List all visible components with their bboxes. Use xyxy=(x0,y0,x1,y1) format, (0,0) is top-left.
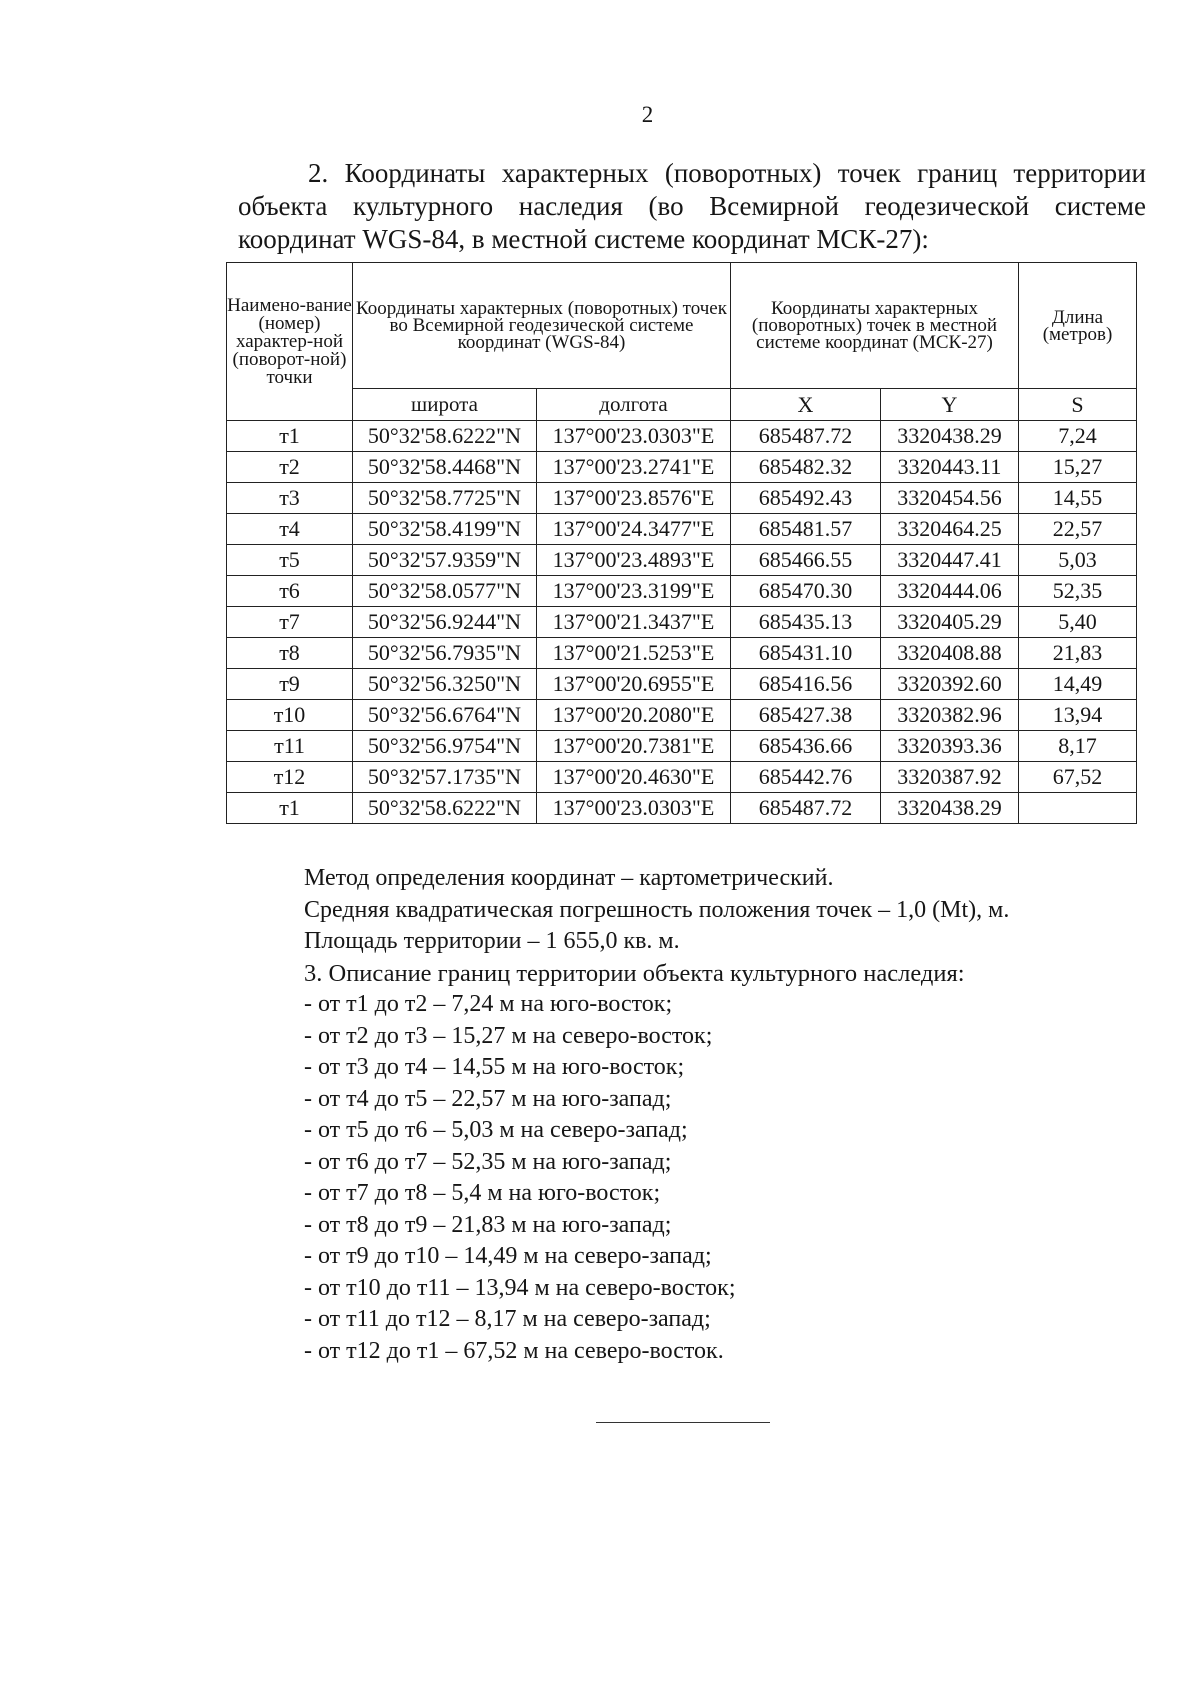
coordinates-table-body xyxy=(227,421,1137,824)
cell-y: 3320443.11 xyxy=(881,452,1019,483)
cell-latitude: 50°32'58.7725"N xyxy=(353,483,537,514)
cell-point-name: т10 xyxy=(227,700,353,731)
subheader-y: Y xyxy=(881,389,1019,421)
cell-point-name: т11 xyxy=(227,731,353,762)
cell-longitude: 137°00'21.5253"E xyxy=(537,638,731,669)
header-point-name: Наимено-вание (номер) характер-ной (поворот-ной) точки xyxy=(227,263,353,421)
error-text: Средняя квадратическая погрешность положения точек – 1,0 (Mt), м. xyxy=(304,896,1010,923)
cell-length: 13,94 xyxy=(1019,700,1137,731)
cell-x: 685436.66 xyxy=(731,731,881,762)
cell-y: 3320408.88 xyxy=(881,638,1019,669)
boundary-segment: - от т2 до т3 – 15,27 м на северо-восток; xyxy=(304,1022,713,1049)
cell-x: 685492.43 xyxy=(731,483,881,514)
cell-x: 685442.76 xyxy=(731,762,881,793)
cell-latitude: 50°32'58.0577"N xyxy=(353,576,537,607)
table-row xyxy=(227,731,1137,762)
cell-length: 15,27 xyxy=(1019,452,1137,483)
cell-y: 3320387.92 xyxy=(881,762,1019,793)
cell-length: 52,35 xyxy=(1019,576,1137,607)
boundary-segment: - от т3 до т4 – 14,55 м на юго-восток; xyxy=(304,1054,685,1080)
boundary-segment: - от т5 до т6 – 5,03 м на северо-запад; xyxy=(304,1117,688,1143)
page-number: 2 xyxy=(641,102,654,127)
cell-x: 685427.38 xyxy=(731,700,881,731)
cell-longitude: 137°00'20.6955"E xyxy=(537,669,731,700)
cell-x: 685416.56 xyxy=(731,669,881,700)
cell-length: 5,03 xyxy=(1019,545,1137,576)
method-text: Метод определения координат – картометрический. xyxy=(304,865,834,891)
cell-length xyxy=(1019,793,1137,824)
intro-paragraph: 2. Координаты характерных (поворотных) точек границ территории объекта культурного наследия (во Всемирной геодезической системе координат WGS-84, в местной системе координат МСК-27): xyxy=(238,158,1146,254)
table-row xyxy=(227,514,1137,545)
boundary-segment: - от т9 до т10 – 14,49 м на северо-запад; xyxy=(304,1243,712,1269)
boundary-segment: - от т1 до т2 – 7,24 м на юго-восток; xyxy=(304,991,673,1017)
table-row xyxy=(227,638,1137,669)
cell-length: 21,83 xyxy=(1019,638,1137,669)
boundary-segment: - от т4 до т5 – 22,57 м на юго-запад; xyxy=(304,1085,672,1112)
cell-x: 685466.55 xyxy=(731,545,881,576)
table-row xyxy=(227,421,1137,452)
cell-latitude: 50°32'56.9244"N xyxy=(353,607,537,638)
cell-latitude: 50°32'57.9359"N xyxy=(353,545,537,576)
cell-point-name: т3 xyxy=(227,483,353,514)
cell-latitude: 50°32'56.7935"N xyxy=(353,638,537,669)
cell-latitude: 50°32'56.6764"N xyxy=(353,700,537,731)
cell-longitude: 137°00'23.0303"E xyxy=(537,793,731,824)
table-row xyxy=(227,545,1137,576)
boundary-segment: - от т11 до т12 – 8,17 м на северо-запад; xyxy=(304,1306,711,1332)
cell-longitude: 137°00'20.4630"E xyxy=(537,762,731,793)
area-text: Площадь территории – 1 655,0 кв. м. xyxy=(304,928,680,954)
subheader-s: S xyxy=(1019,389,1137,421)
boundary-segment: - от т10 до т11 – 13,94 м на северо-восток; xyxy=(304,1274,736,1301)
header-length: Длина (метров) xyxy=(1019,263,1137,389)
cell-point-name: т1 xyxy=(227,793,353,824)
cell-y: 3320438.29 xyxy=(881,421,1019,452)
cell-y: 3320405.29 xyxy=(881,607,1019,638)
table-row xyxy=(227,669,1137,700)
cell-x: 685481.57 xyxy=(731,514,881,545)
cell-y: 3320444.06 xyxy=(881,576,1019,607)
cell-y: 3320447.41 xyxy=(881,545,1019,576)
cell-length: 8,17 xyxy=(1019,731,1137,762)
cell-point-name: т4 xyxy=(227,514,353,545)
cell-longitude: 137°00'23.4893"E xyxy=(537,545,731,576)
cell-length: 14,55 xyxy=(1019,483,1137,514)
cell-x: 685435.13 xyxy=(731,607,881,638)
cell-y: 3320392.60 xyxy=(881,669,1019,700)
boundary-segment: - от т12 до т1 – 67,52 м на северо-восток. xyxy=(304,1337,724,1364)
cell-x: 685470.30 xyxy=(731,576,881,607)
cell-point-name: т1 xyxy=(227,421,353,452)
header-wgs-coordinates: Координаты характерных (поворотных) точек во Всемирной геодезической системе координат (WGS-84) xyxy=(353,263,731,389)
table-row xyxy=(227,576,1137,607)
boundary-description-title: 3. Описание границ территории объекта культурного наследия: xyxy=(304,959,965,987)
cell-y: 3320464.25 xyxy=(881,514,1019,545)
notes-block xyxy=(304,863,1144,1367)
cell-y: 3320438.29 xyxy=(881,793,1019,824)
cell-longitude: 137°00'24.3477"E xyxy=(537,514,731,545)
cell-length: 14,49 xyxy=(1019,669,1137,700)
subheader-x: X xyxy=(731,389,881,421)
cell-x: 685482.32 xyxy=(731,452,881,483)
cell-length: 5,40 xyxy=(1019,607,1137,638)
cell-y: 3320393.36 xyxy=(881,731,1019,762)
cell-point-name: т6 xyxy=(227,576,353,607)
cell-longitude: 137°00'20.2080"E xyxy=(537,700,731,731)
cell-latitude: 50°32'56.3250"N xyxy=(353,669,537,700)
cell-latitude: 50°32'58.6222"N xyxy=(353,421,537,452)
boundary-segment: - от т6 до т7 – 52,35 м на юго-запад; xyxy=(304,1148,672,1175)
cell-longitude: 137°00'23.0303"E xyxy=(537,421,731,452)
table-row xyxy=(227,607,1137,638)
cell-length: 22,57 xyxy=(1019,514,1137,545)
cell-point-name: т2 xyxy=(227,452,353,483)
cell-x: 685431.10 xyxy=(731,638,881,669)
cell-point-name: т9 xyxy=(227,669,353,700)
cell-longitude: 137°00'23.3199"E xyxy=(537,576,731,607)
cell-point-name: т5 xyxy=(227,545,353,576)
subheader-longitude: долгота xyxy=(537,389,731,421)
cell-latitude: 50°32'58.4468"N xyxy=(353,452,537,483)
table-row xyxy=(227,700,1137,731)
boundary-segment: - от т8 до т9 – 21,83 м на юго-запад; xyxy=(304,1211,672,1238)
table-row xyxy=(227,483,1137,514)
cell-latitude: 50°32'58.4199"N xyxy=(353,514,537,545)
cell-point-name: т7 xyxy=(227,607,353,638)
cell-x: 685487.72 xyxy=(731,793,881,824)
cell-point-name: т12 xyxy=(227,762,353,793)
cell-longitude: 137°00'21.3437"E xyxy=(537,607,731,638)
cell-latitude: 50°32'58.6222"N xyxy=(353,793,537,824)
coordinates-table xyxy=(226,262,1137,824)
boundary-segment: - от т7 до т8 – 5,4 м на юго-восток; xyxy=(304,1180,661,1206)
cell-longitude: 137°00'23.2741"E xyxy=(537,452,731,483)
subheader-latitude: широта xyxy=(353,389,537,421)
boundary-segment-list xyxy=(304,989,1144,1367)
cell-y: 3320382.96 xyxy=(881,700,1019,731)
cell-y: 3320454.56 xyxy=(881,483,1019,514)
cell-longitude: 137°00'23.8576"E xyxy=(537,483,731,514)
cell-latitude: 50°32'56.9754"N xyxy=(353,731,537,762)
cell-point-name: т8 xyxy=(227,638,353,669)
table-row xyxy=(227,762,1137,793)
cell-x: 685487.72 xyxy=(731,421,881,452)
table-row xyxy=(227,452,1137,483)
table-row xyxy=(227,793,1137,824)
header-msk-coordinates: Координаты характерных (поворотных) точек в местной системе координат (МСК-27) xyxy=(731,263,1019,389)
cell-latitude: 50°32'57.1735"N xyxy=(353,762,537,793)
closing-rule xyxy=(596,1422,770,1423)
cell-longitude: 137°00'20.7381"E xyxy=(537,731,731,762)
cell-length: 67,52 xyxy=(1019,762,1137,793)
cell-length: 7,24 xyxy=(1019,421,1137,452)
